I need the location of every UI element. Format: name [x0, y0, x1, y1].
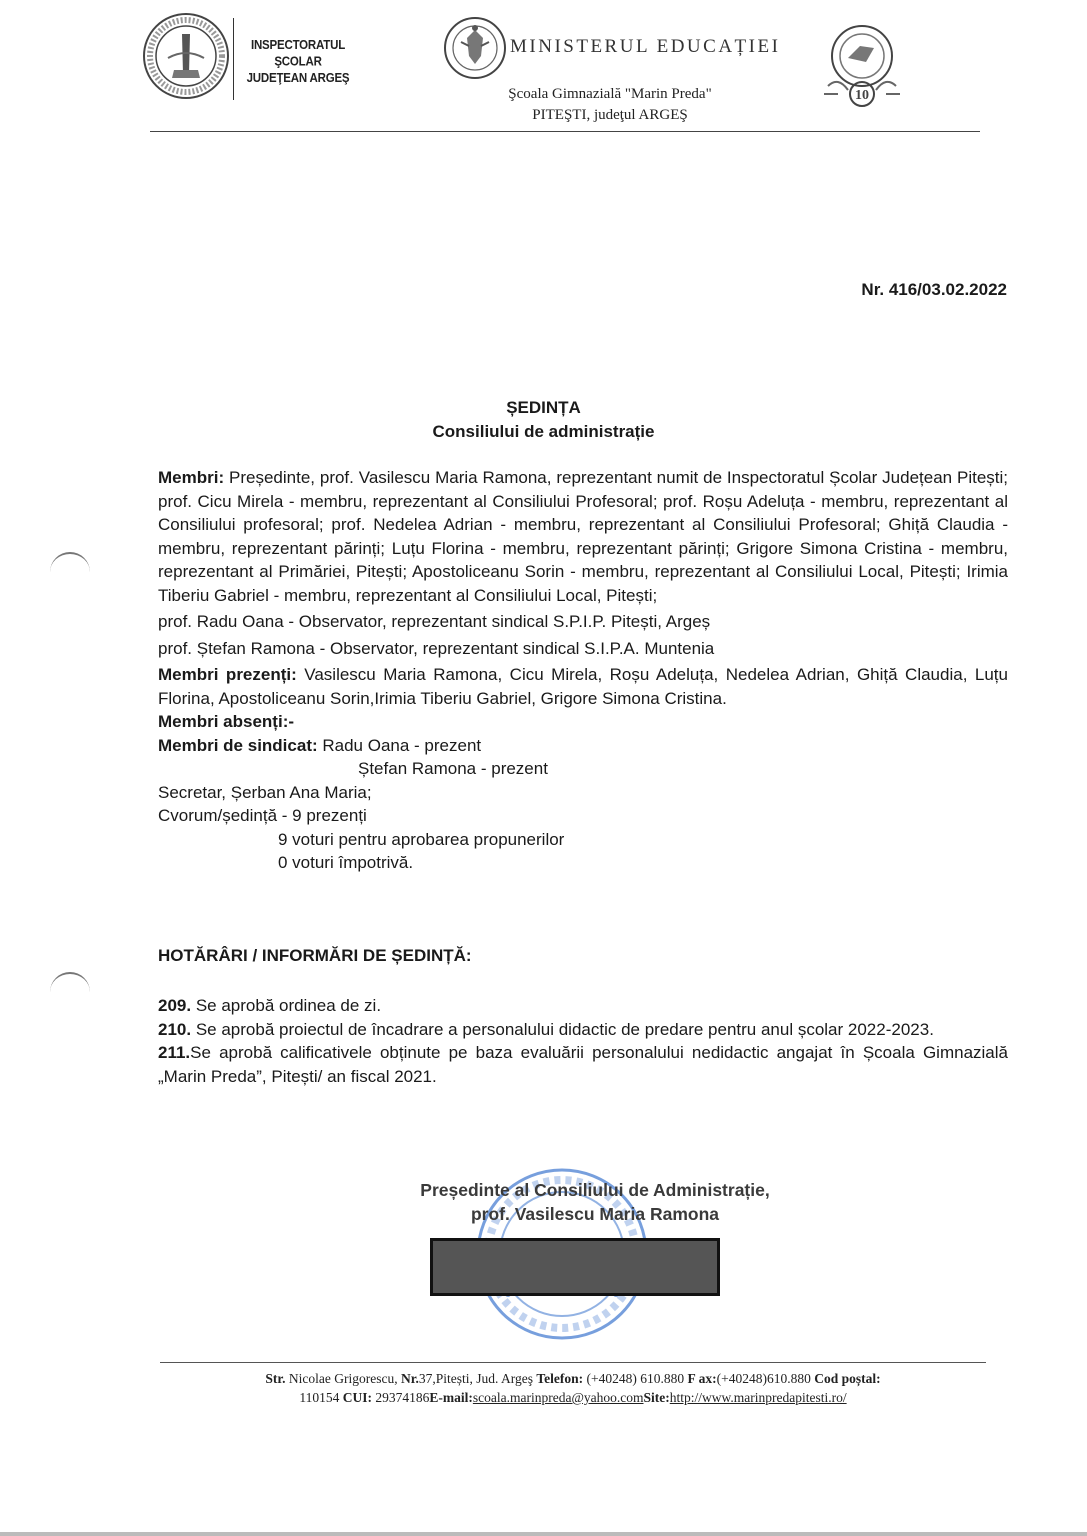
union-member-1: Radu Oana - prezent [317, 735, 482, 755]
signature-title: Președinte al Consiliului de Administrație, [420, 1180, 770, 1200]
school-city: PITEŞTI, judeţul ARGEŞ [532, 107, 688, 123]
redacted-signature [430, 1238, 720, 1296]
absent-label: Membri absenți:- [158, 712, 295, 731]
decision-text: Se aprobă calificativele obținute pe baza evaluării personalului nedidactic angajat în Școala Gimnazială „Marin Preda”, Pitești/ an fiscal 2021. [158, 1043, 1008, 1086]
address-number: 37,Pitești, Jud. Argeş [418, 1371, 537, 1386]
cui-label: CUI: [342, 1390, 373, 1405]
observer-2: prof. Ștefan Ramona - Observator, reprezentant sindical S.I.P.A. Muntenia [158, 638, 715, 658]
secretary: Secretar, Șerban Ana Maria; [158, 782, 372, 802]
members-paragraph [158, 466, 1008, 607]
union-label: Membri de sindicat: [158, 735, 318, 755]
address-label: Str. [265, 1371, 286, 1386]
quorum-line-1: Cvorum/ședință - 9 prezenți [158, 806, 367, 825]
document-number: Nr. 416/03.02.2022 [861, 280, 1007, 299]
isj-line1: INSPECTORATUL ŞCOLAR [250, 38, 346, 69]
present-paragraph [158, 663, 1008, 710]
members-label: Membri: [158, 468, 225, 487]
members-text: Președinte, prof. Vasilescu Maria Ramona, reprezentant numit de Inspectoratul Școlar Județean Pitești; prof. Cicu Mirela - membru, reprezentant al Consiliului Profesoral; prof. Roșu Adeluța - membru, reprezentant al Consiliului profesoral; prof. Nedelea Adrian - membru, reprezentant al Consiliului Profesoral; Ghiță Claudia - membru, reprezentant părinți; Luțu Florina - membru, reprezentant părinți; Grigore Simona Cristina - membru, reprezentant al Primăriei, Pitești; Apostoliceanu Sorin - membru, reprezentant al Consiliului Local, Pitești; Irimia Tiberiu Gabriel - membru, reprezentant al Consiliului Local, Pitești; [158, 468, 1008, 605]
footer-divider [160, 1362, 986, 1363]
decision-text: Se aprobă ordinea de zi. [191, 996, 382, 1015]
fax: (+40248)610.880 [716, 1371, 815, 1386]
decision-item [158, 1018, 1008, 1042]
number-label: Nr. [400, 1371, 419, 1386]
decisions-title: HOTĂRÂRI / INFORMĂRI DE ȘEDINȚĂ: [158, 946, 472, 965]
quorum-line-2: 9 voturi pentru aprobarea propunerilor [278, 829, 565, 849]
email-label: E-mail: [429, 1390, 473, 1405]
ministry-name: MINISTERUL EDUCAȚIEI [510, 36, 781, 57]
observer-1: prof. Radu Oana - Observator, reprezentant sindical S.P.I.P. Pitești, Argeș [158, 612, 711, 631]
phone: (+40248) 610.880 [583, 1371, 688, 1386]
cui: 29374186 [372, 1390, 430, 1405]
present-text: Vasilescu Maria Ramona, Cicu Mirela, Roșu Adeluța, Nedelea Adrian, Ghiță Claudia, Luțu Florina, Apostoliceanu Sorin,Irimia Tiberiu Gabriel, Grigore Simona Cristina. [158, 665, 1008, 708]
document-subtitle: Consiliului de administrație [432, 422, 655, 441]
svg-text:10: 10 [855, 88, 869, 103]
decisions-list [158, 994, 1008, 1088]
present-label: Membri prezenți: [158, 665, 297, 684]
isj-line2: JUDEŢEAN ARGEŞ [246, 71, 350, 86]
isj-name [238, 38, 358, 88]
document-title: ȘEDINȚA [506, 398, 581, 417]
site-label: Site: [643, 1390, 670, 1405]
email-link[interactable]: scoala.marinpreda@yahoo.com [472, 1390, 644, 1405]
decision-item [158, 1041, 1008, 1088]
quorum-line-3: 0 voturi împotrivă. [278, 853, 414, 872]
phone-label: Telefon: [536, 1371, 584, 1386]
address: Nicolae Grigorescu, [285, 1371, 401, 1386]
members-section [158, 466, 1008, 875]
postal-code: 110154 [299, 1390, 343, 1405]
isj-divider [233, 18, 234, 100]
decision-number: 209. [158, 996, 192, 1015]
school-anniversary-logo-icon [816, 18, 908, 110]
postal-code-label: Cod poștal: [814, 1371, 881, 1386]
punch-hole-mark [50, 552, 90, 574]
union-line [158, 734, 1008, 758]
isj-logo-icon [142, 12, 230, 100]
website-link[interactable]: http://www.marinpredapitesti.ro/ [669, 1390, 847, 1405]
punch-hole-mark [50, 972, 90, 994]
decision-number: 210. [158, 1019, 192, 1039]
fax-label: F ax: [687, 1371, 717, 1386]
footer-contact [160, 1369, 986, 1407]
decision-number: 211. [158, 1043, 191, 1062]
header-divider [150, 131, 980, 132]
signature-name: prof. Vasilescu Maria Ramona [470, 1204, 719, 1224]
school-name: Şcoala Gimnazială "Marin Preda" [508, 86, 712, 102]
union-member-2: Ștefan Ramona - prezent [358, 759, 548, 778]
scan-bottom-edge [0, 1532, 1087, 1536]
decision-text: Se aprobă proiectul de încadrare a personalului didactic de predare pentru anul școlar 2022-2023. [191, 1019, 934, 1039]
government-coat-of-arms-icon [443, 16, 507, 80]
decision-item [158, 994, 1008, 1018]
